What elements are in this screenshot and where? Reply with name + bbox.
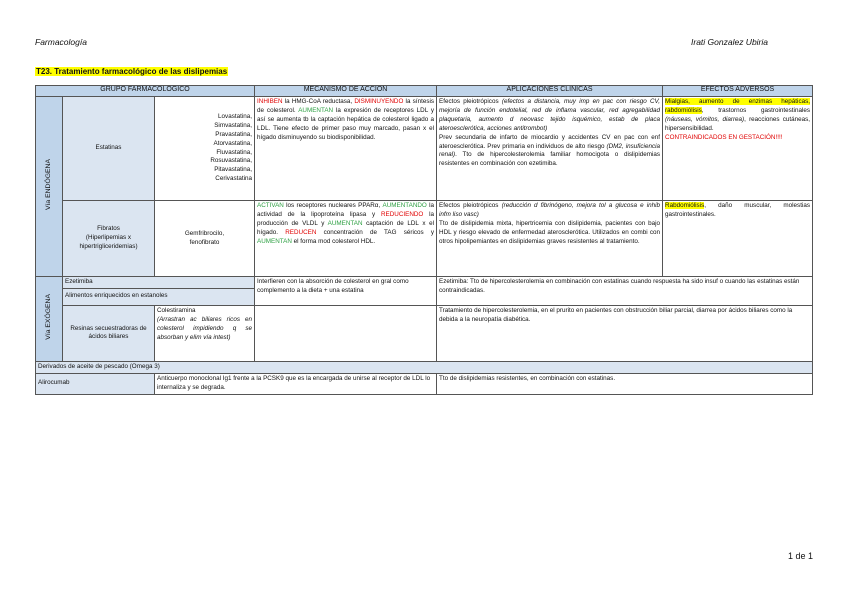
table-row-fibratos [36, 201, 813, 277]
table-row-estatinas [36, 97, 813, 201]
drug-list-estatinas: Lovastatina, Simvastatina, Pravastatina, Atorvastatina, Fluvastatina, Rosuvastatina, Pitavastatina, Cerivastatina [155, 97, 255, 201]
adverse-estatinas: Mialgias, aumento de enzimas hepáticas, rabdomiólisis, trastornos gastrointestinales (náuseas, vómitos, diarrea), reacciones cutáneas, hipersensibilidad. CONTRAINDICADOS EN GESTACIÓN!!!! [663, 97, 813, 201]
drug-table [35, 85, 813, 395]
group-name-alimentos: Alimentos enriquecidos en estanoles [63, 288, 255, 305]
table-row-resinas [36, 305, 813, 361]
mechanism-fibratos: ACTIVAN los receptores nucleares PPARα, AUMENTANDO la actividad de la lipoproteína lipasa y REDUCIENDO la producción de VLDL y AUMENTAN captación de LDL x el hígado. REDUCEN concentración de TAG séricos y AUMENTAN el forma mod colesterol HDL. [255, 201, 437, 277]
author-name: Irati Gonzalez Ubiria [691, 37, 769, 47]
mechanism-resinas [255, 305, 437, 361]
header-group: GRUPO FARMACOLÓGICO [36, 86, 255, 97]
table-header-row [36, 86, 813, 97]
side-label-exogena: Vía EXÓGENA [36, 277, 63, 362]
applications-fibratos: Efectos pleiotrópicos (reducción d fibrinógeno, mejora tol a glucosa e inhib infm liso vasc) Tto de dislipidemia mixta, hipertricemia con dislipidemia, pacientes con bajo HDL y riesgo elevado de enfermedad aterosclerótica. Utilizados en combi con otros hipolipemiantes en dislipidemias graves resistentes al tratamiento. [437, 201, 663, 277]
drug-list-fibratos: Gemfribrocilo, fenofibrato [155, 201, 255, 277]
header-mechanism: MECANISMO DE ACCIÓN [255, 86, 437, 97]
mechanism-alirocumab: Anticuerpo monoclonal Ig1 frente a la PCSK9 que es la encargada de unirse al receptor de LDL lo internaliza y se degrada. [155, 373, 437, 394]
group-name-fibratos: Fibratos (Hiperlipemias x hipertrigliceridemias) [63, 201, 155, 277]
drug-colestiramina: Colestiramina (Arrastran ac biliares ricos en colesterol impidiendo q se absorban y elim vía intest) [155, 305, 255, 361]
applications-ezetimiba: Ezetimiba: Tto de hipercolesterolemia en combinación con estatinas cuando respuesta ha sido insuf o cuando las estatinas están contraindicadas. [437, 277, 813, 306]
applications-resinas: Tratamiento de hipercolesterolemia, en el prurito en pacientes con obstrucción biliar parcial, diarrea por ácidos biliares como la debida a la neuropatía diabética. [437, 305, 813, 361]
table-row-omega [36, 361, 813, 373]
mechanism-estatinas: INHIBEN la HMG-CoA reductasa, DISMINUYENDO la síntesis de colesterol. AUMENTAN la expresión de receptores LDL y así se aumenta tb la captación hepática de colesterol ligado a LDL. Tiene efecto de primer paso muy marcado, pasan x el hígado disminuyendo su biodisponibilidad. [255, 97, 437, 201]
side-label-endogena: Vía ENDÓGENA [36, 97, 63, 277]
table-row-alirocumab [36, 373, 813, 394]
table-row-ezetimiba [36, 277, 813, 289]
group-name-omega: Derivados de aceite de pescado (Omega 3) [36, 361, 813, 373]
course-title: Farmacología [35, 37, 87, 47]
contraindication-note: CONTRAINDICADOS EN GESTACIÓN!!!! [665, 133, 783, 141]
applications-estatinas: Efectos pleiotrópicos (efectos a distancia, muy imp en pac con riesgo CV, mejoría de función endotelial, red de inflama vascular, red agregabilidad plaquetaria, aumento d neovasc tejido isquémico, estab de placa ateroesclerótica, acciones antitrombot) Prev secundaria de infarto de miocardio y accidentes CV en pac con enf ateroesclerótica. Prev primaria en individuos de alto riesgo (DM2, insuficiencia renal). Tto de hipercolesterolemia familiar homocigota o dislipidemias resistentes en combinación con ezetimiba. [437, 97, 663, 201]
adverse-fibratos: Rabdomiólisis, daño muscular, molestias gastrointestinales. [663, 201, 813, 277]
page-number: 1 de 1 [787, 551, 813, 561]
group-name-resinas: Resinas secuestradoras de ácidos biliares [63, 305, 155, 361]
header-applications: APLICACIONES CLÍNICAS [437, 86, 663, 97]
group-name-estatinas: Estatinas [63, 97, 155, 201]
topic-title: T23. Tratamiento farmacológico de las dislipemias [36, 67, 228, 76]
applications-alirocumab: Tto de dislipidemias resistentes, en combinación con estatinas. [437, 373, 813, 394]
group-name-alirocumab: Alirocumab [36, 373, 155, 394]
header-adverse: EFECTOS ADVERSOS [663, 86, 813, 97]
mechanism-ezetimiba-estanoles: Interfieren con la absorción de colesterol en gral como complemento a la dieta + una estatina [255, 277, 437, 306]
group-name-ezetimiba: Ezetimiba [63, 277, 255, 289]
